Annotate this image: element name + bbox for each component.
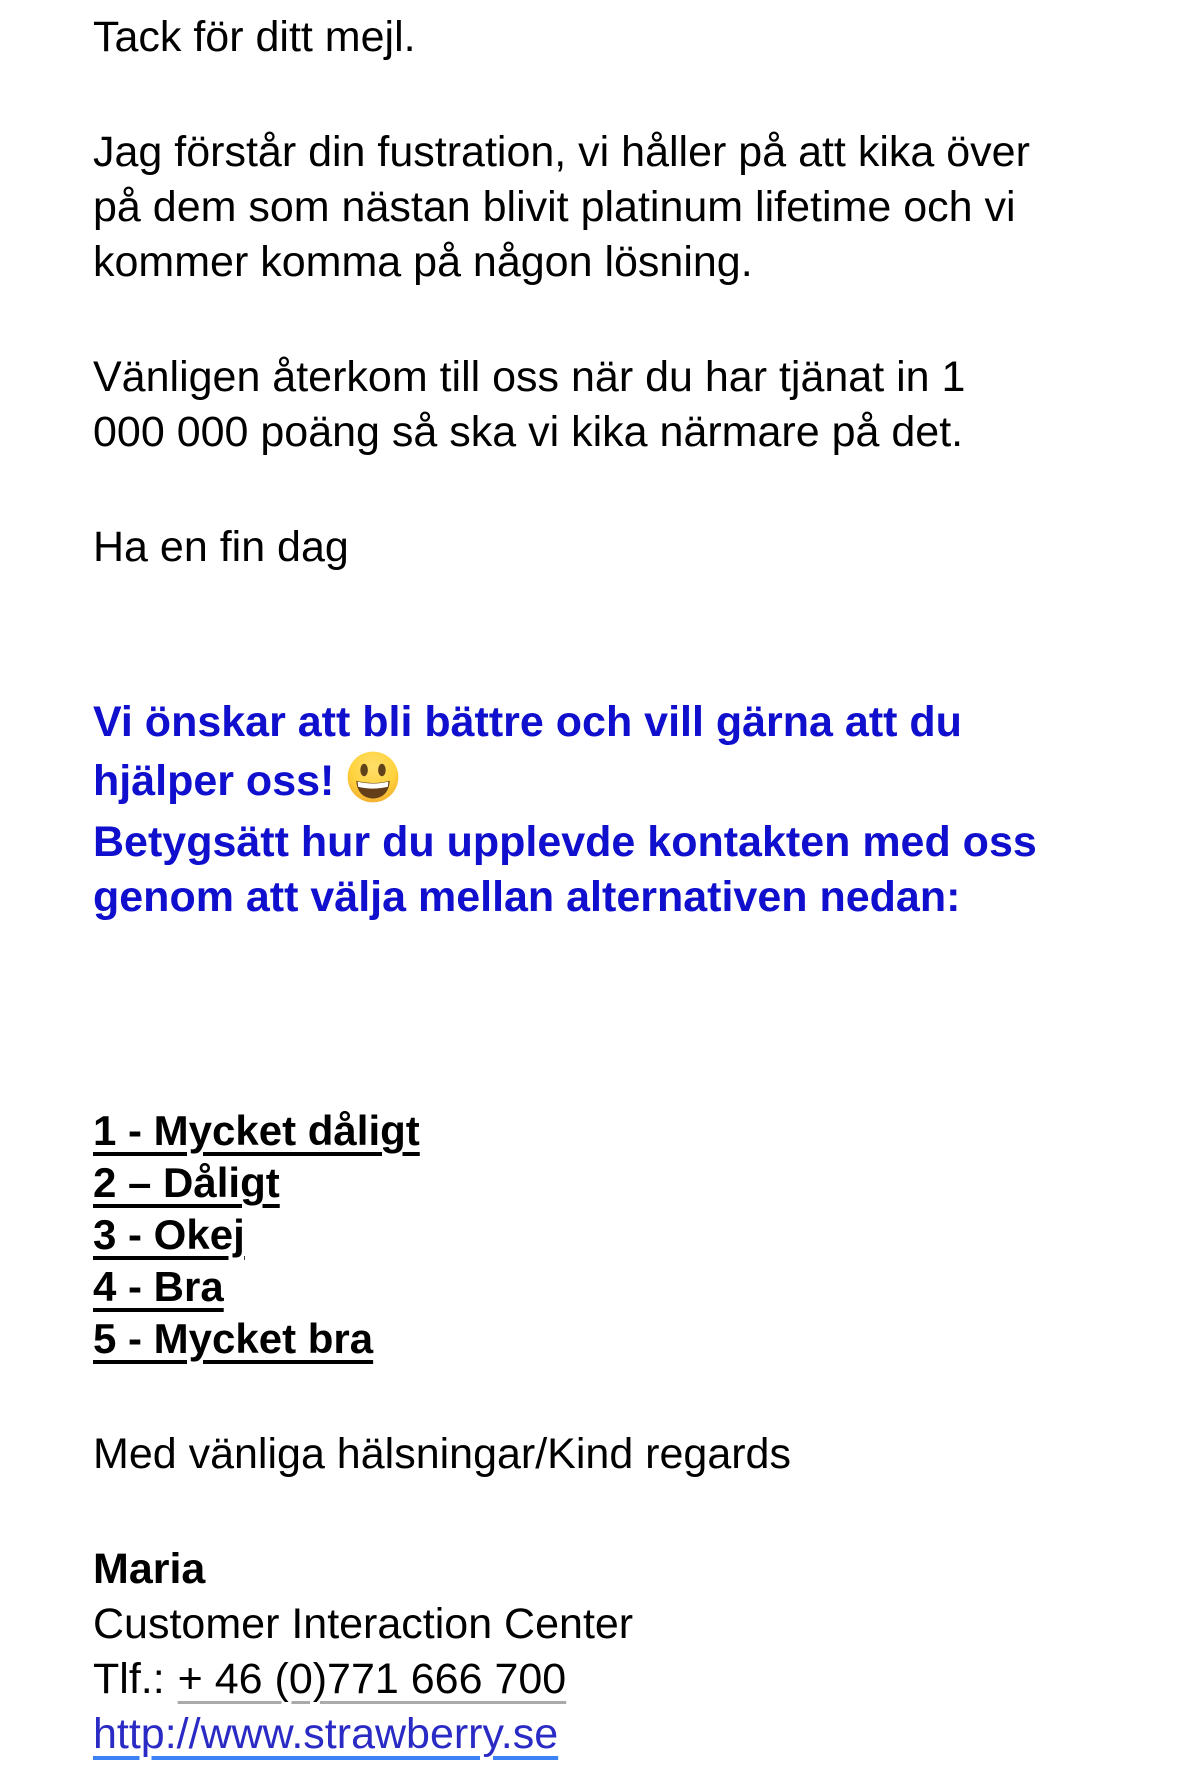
feedback-intro-text: Vi önskar att bli bättre och vill gärna att du hjälper oss! [93,698,962,805]
email-text-column [93,10,1043,1762]
rating-link-3-okej[interactable]: 3 - Okej [93,1211,245,1258]
grinning-face-emoji-icon [346,750,400,804]
rating-link-5-mycket-bra[interactable]: 5 - Mycket bra [93,1315,374,1362]
phone-number-link[interactable]: + 46 (0)771 666 700 [177,1655,567,1703]
signature-name: Maria [93,1545,206,1593]
email-paragraph-2: Vänligen återkom till oss när du har tjänat in 1 000 000 poäng så ska vi kika närmare på det. [93,353,966,456]
rating-links-list [93,1105,1043,1365]
email-signature [93,1542,1043,1762]
feedback-section [93,695,1043,925]
website-link[interactable]: http://www.strawberry.se [93,1710,559,1758]
email-paragraph-3: Ha en fin dag [93,523,349,571]
feedback-intro [93,695,1043,809]
signature-website-line [93,1707,1043,1762]
rating-link-2-daligt[interactable]: 2 – Dåligt [93,1159,280,1206]
email-paragraph-1: Jag förstår din fustration, vi håller på att kika över på dem som nästan blivit platinum lifetime och vi kommer komma på någon lösning. [93,128,1030,286]
signature-phone-line [93,1652,1043,1707]
email-greeting: Tack för ditt mejl. [93,13,416,61]
email-closing: Med vänliga hälsningar/Kind regards [93,1430,791,1478]
signature-department: Customer Interaction Center [93,1600,634,1648]
rating-link-4-bra[interactable]: 4 - Bra [93,1263,224,1310]
feedback-instruction: Betygsätt hur du upplevde kontakten med oss genom att välja mellan alternativen nedan: [93,818,1037,921]
phone-label: Tlf.: [93,1655,165,1703]
rating-link-1-mycket-daligt[interactable]: 1 - Mycket dåligt [93,1107,420,1154]
